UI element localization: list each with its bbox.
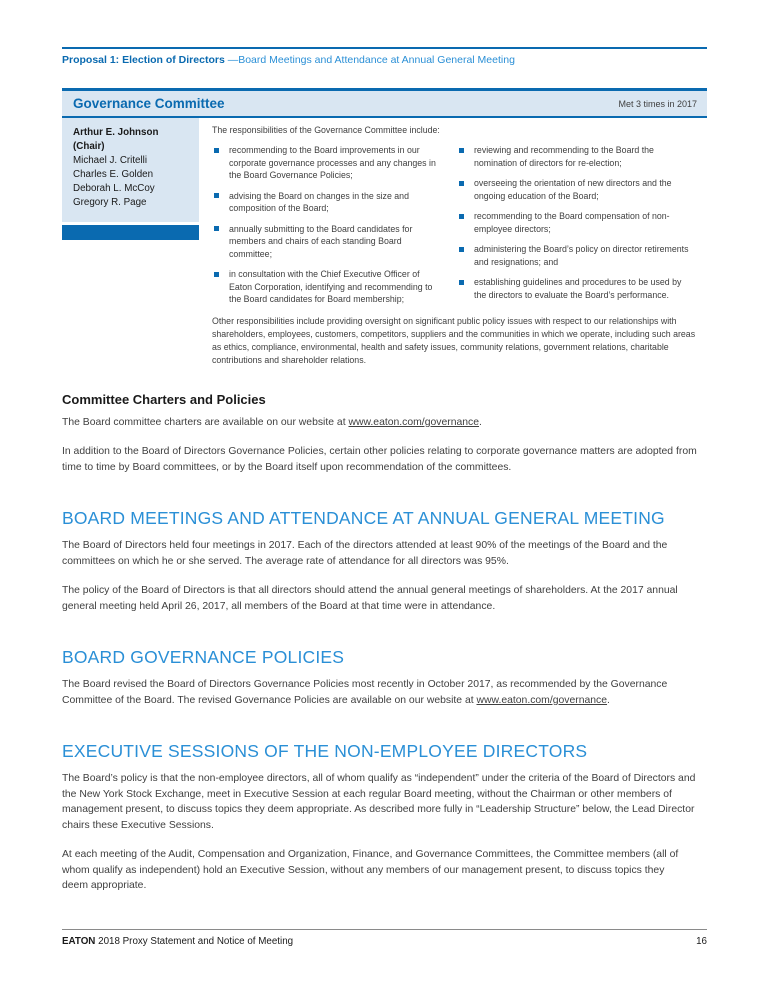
committee-chair-role: (Chair) <box>73 141 105 152</box>
charters-paragraph-2: In addition to the Board of Directors Governance Policies, certain other policies relating to corporate governance matters are adopted from time to time by Board committees, or by the Board itself upon recommendation of the committees. <box>62 446 697 473</box>
breadcrumb-section: —Board Meetings and Attendance at Annual General Meeting <box>224 54 515 66</box>
committee-panel-accent-bar <box>62 225 199 240</box>
footer-page-number: 16 <box>696 936 707 947</box>
responsibility-item <box>457 177 689 202</box>
responsibility-text: recommending to the Board improvements in our corporate governance processes and any changes in the Board Governance Policies; <box>229 145 436 180</box>
charters-p1-period: . <box>479 416 482 428</box>
charters-p1-text: The Board committee charters are available on our website at <box>62 416 349 428</box>
executive-sessions-heading: EXECUTIVE SESSIONS OF THE NON-EMPLOYEE DIRECTORS <box>62 741 588 761</box>
bullet-square-icon <box>459 247 464 252</box>
responsibility-text: annually submitting to the Board candidates for members and chairs of each standing Board committee; <box>229 223 413 259</box>
page-footer <box>62 929 707 947</box>
committee-member-list <box>73 154 193 210</box>
bullet-square-icon <box>214 272 219 277</box>
governance-link[interactable]: www.eaton.com/governance <box>348 416 480 428</box>
bullet-square-icon <box>459 181 464 186</box>
responsibility-text: establishing guidelines and procedures to be used by the directors to evaluate the Board’s performance. <box>474 277 682 300</box>
responsibility-text: advising the Board on changes in the size and composition of the Board; <box>229 190 409 213</box>
bullet-square-icon <box>459 148 464 153</box>
governance-policies-heading: BOARD GOVERNANCE POLICIES <box>62 647 345 667</box>
charters-paragraph-1 <box>62 415 707 431</box>
responsibility-item <box>457 210 689 235</box>
responsibility-item <box>212 223 444 261</box>
executive-sessions-paragraph-2: At each meeting of the Audit, Compensation and Organization, Finance, and Governance Committees, the Committee members (all of whom qualify as independent) hold an Executive Session, without any members of our management present, to discuss topics they deem appropriate. <box>62 849 679 891</box>
breadcrumb-proposal: Proposal 1: Election of Directors <box>62 54 225 66</box>
bullet-square-icon <box>214 193 219 198</box>
bullet-square-icon <box>214 226 219 231</box>
committee-title: Governance Committee <box>73 96 225 111</box>
footer-title <box>62 936 293 947</box>
committee-member-name: Michael J. Critelli <box>73 155 148 166</box>
header-rule <box>62 47 707 49</box>
bullet-square-icon <box>459 214 464 219</box>
executive-sessions-paragraph-1: The Board’s policy is that the non-employee directors, all of whom qualify as “independent” under the criteria of the Board of Directors and the New York Stock Exchange, meet in Executive Session at each regular Board meeting, without the Chairman or other members of management present, to discuss topics they deem appropriate. As described more fully in “Leadership Structure” below, the Lead Director chairs these Executive Sessions. <box>62 773 696 831</box>
governance-policies-paragraph <box>62 677 707 708</box>
governance-policies-text: The Board revised the Board of Directors Governance Policies most recently in October 2017, as recommended by the Governance Committee of the Board. The revised Governance Policies are available on our website at <box>62 679 668 706</box>
charters-heading: Committee Charters and Policies <box>62 391 266 407</box>
committee-member-name: Gregory R. Page <box>73 197 147 208</box>
board-meetings-paragraph-1: The Board of Directors held four meetings in 2017. Each of the directors attended at least 90% of the meetings of the Board and the committees on which he or she served. The average rate of attendance for all directors was 95%. <box>62 540 668 567</box>
governance-link[interactable]: www.eaton.com/governance <box>476 694 608 706</box>
committee-box-body <box>62 118 707 367</box>
committee-members-column <box>62 118 199 367</box>
responsibilities-column-2 <box>457 144 689 306</box>
bullet-square-icon <box>459 280 464 285</box>
bullet-square-icon <box>214 148 219 153</box>
responsibilities-column-1 <box>212 144 444 306</box>
responsibilities-intro: The responsibilities of the Governance Committee include: <box>212 125 440 135</box>
responsibility-text: recommending to the Board compensation of non-employee directors; <box>474 211 670 234</box>
governance-committee-box <box>62 88 707 367</box>
committee-member-name: Deborah L. McCoy <box>73 183 155 194</box>
committee-box-header <box>62 91 707 118</box>
responsibility-item <box>457 144 689 169</box>
responsibility-item <box>212 268 444 306</box>
responsibility-item <box>212 190 444 215</box>
responsibility-item <box>212 144 444 182</box>
responsibility-item <box>457 276 689 301</box>
committee-meetings-note: Met 3 times in 2017 <box>618 98 697 109</box>
responsibilities-columns <box>212 144 707 306</box>
footer-brand: EATON <box>62 936 96 947</box>
board-meetings-paragraph-2: The policy of the Board of Directors is that all directors should attend the annual general meetings of shareholders. At the 2017 annual general meeting held April 26, 2017, all members of the Board at that time were in attendance. <box>62 585 678 612</box>
other-responsibilities-paragraph: Other responsibilities include providing oversight on significant public policy issues with respect to our relationships with shareholders, employees, customers, competitors, suppliers and the communities in which we operate, including such areas as ethics, compliance, environmental, health and safety issues, community relations, government relations, charitable contributions and shareholder relations. <box>212 315 696 365</box>
breadcrumb <box>62 54 707 67</box>
committee-chair-name: Arthur E. Johnson <box>73 127 159 138</box>
committee-member-name: Charles E. Golden <box>73 169 154 180</box>
responsibility-text: in consultation with the Chief Executive Officer of Eaton Corporation, identifying and recommending to the Board candidates for Board membership; <box>229 269 433 304</box>
responsibility-text: administering the Board’s policy on director retirements and resignations; and <box>474 244 689 267</box>
responsibility-text: reviewing and recommending to the Board the nomination of directors for re-election; <box>474 145 654 168</box>
board-meetings-heading: BOARD MEETINGS AND ATTENDANCE AT ANNUAL GENERAL MEETING <box>62 508 665 528</box>
responsibility-item <box>457 243 689 268</box>
footer-document-title: 2018 Proxy Statement and Notice of Meeting <box>98 936 294 947</box>
governance-policies-period: . <box>607 694 610 706</box>
committee-responsibilities <box>199 118 707 367</box>
committee-members-panel <box>62 118 199 222</box>
responsibility-text: overseeing the orientation of new directors and the ongoing education of the Board; <box>474 178 672 201</box>
